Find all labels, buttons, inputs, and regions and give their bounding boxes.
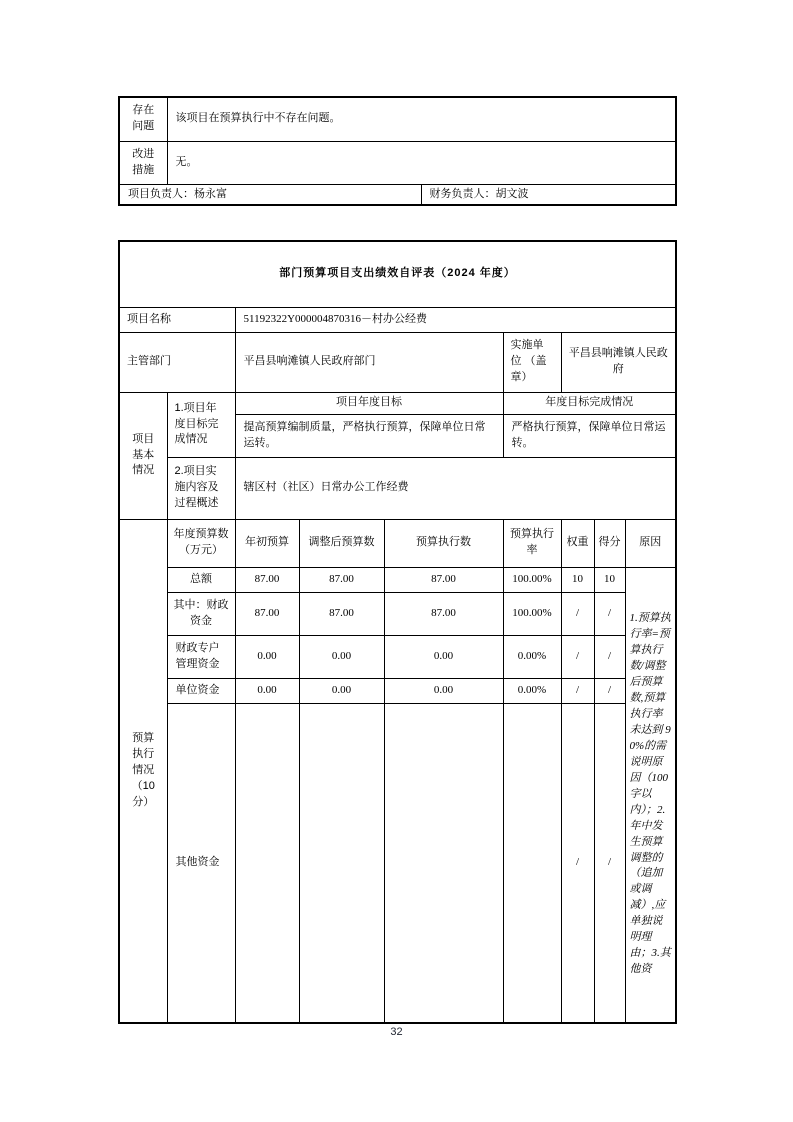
cell-weight: / <box>561 635 594 678</box>
page-number: 32 <box>390 1026 403 1038</box>
table-row <box>119 457 676 519</box>
cell-executed: 87.00 <box>384 567 503 592</box>
dept-label: 主管部门 <box>119 332 235 392</box>
goal-done-header: 年度目标完成情况 <box>503 392 676 414</box>
row-label: 总额 <box>167 567 235 592</box>
cell-initial <box>235 703 299 1023</box>
budget-header-row <box>119 519 676 567</box>
impl-section-label: 2.项目实施内容及过程概述 <box>167 457 235 519</box>
impl-text: 辖区村（社区）日常办公工作经费 <box>235 457 676 519</box>
title-row <box>119 241 676 307</box>
dept-value: 平昌县响滩镇人民政府部门 <box>235 332 503 392</box>
cell-initial: 87.00 <box>235 592 299 635</box>
table-row <box>119 141 676 184</box>
header-score: 得分 <box>594 519 625 567</box>
budget-row-fiscal-funds <box>119 592 676 635</box>
budget-row-other-funds <box>119 703 676 1023</box>
self-evaluation-table <box>118 240 677 1024</box>
cell-score: / <box>594 635 625 678</box>
project-name-label: 项目名称 <box>119 307 235 332</box>
cell-adjusted: 0.00 <box>299 678 384 703</box>
row-label: 单位资金 <box>167 678 235 703</box>
goal-done-text: 严格执行预算，保障单位日常运转。 <box>503 414 676 457</box>
problem-label: 存在问题 <box>119 97 167 141</box>
header-execution-rate: 预算执行率 <box>503 519 561 567</box>
header-weight: 权重 <box>561 519 594 567</box>
table-title: 部门预算项目支出绩效自评表（2024 年度） <box>119 241 676 307</box>
goal-section-label: 1.项目年度目标完成情况 <box>167 392 235 457</box>
cell-executed <box>384 703 503 1023</box>
cell-weight: / <box>561 678 594 703</box>
cell-rate: 100.00% <box>503 592 561 635</box>
cell-executed: 87.00 <box>384 592 503 635</box>
problems-table <box>118 96 677 206</box>
budget-row-total <box>119 567 676 592</box>
row-label: 其他资金 <box>167 703 235 1023</box>
reason-note: 1.预算执行率=预算执行数/调整后预算数,预算执行率未达到 90%的需说明原因（100 字以内）；2.年中发生预算调整的（追加或调减）,应单独说明理由；3.其他资 <box>625 567 676 1023</box>
cell-initial: 0.00 <box>235 635 299 678</box>
budget-row-unit-funds <box>119 678 676 703</box>
improve-label: 改进措施 <box>119 141 167 184</box>
cell-adjusted: 0.00 <box>299 635 384 678</box>
table-row <box>119 307 676 332</box>
cell-weight: / <box>561 592 594 635</box>
cell-adjusted: 87.00 <box>299 567 384 592</box>
cell-weight: / <box>561 703 594 1023</box>
table-row <box>119 184 676 205</box>
cell-adjusted <box>299 703 384 1023</box>
header-initial-budget: 年初预算 <box>235 519 299 567</box>
cell-rate: 0.00% <box>503 678 561 703</box>
finance-manager: 财务负责人：胡文波 <box>421 184 676 205</box>
row-label: 其中：财政资金 <box>167 592 235 635</box>
impl-unit-label: 实施单位 （盖章） <box>503 332 561 392</box>
project-name-value: 51192322Y000004870316－村办公经费 <box>235 307 676 332</box>
cell-rate: 100.00% <box>503 567 561 592</box>
cell-score: / <box>594 592 625 635</box>
budget-section-label: 预算执行情况（10分） <box>119 519 167 1023</box>
cell-executed: 0.00 <box>384 635 503 678</box>
header-reason: 原因 <box>625 519 676 567</box>
cell-score: 10 <box>594 567 625 592</box>
basic-info-section-label: 项目基本情况 <box>119 392 167 519</box>
cell-executed: 0.00 <box>384 678 503 703</box>
cell-weight: 10 <box>561 567 594 592</box>
cell-initial: 0.00 <box>235 678 299 703</box>
cell-rate <box>503 703 561 1023</box>
cell-score: / <box>594 703 625 1023</box>
table-row <box>119 97 676 141</box>
cell-adjusted: 87.00 <box>299 592 384 635</box>
header-adjusted-budget: 调整后预算数 <box>299 519 384 567</box>
problem-value: 该项目在预算执行中不存在问题。 <box>167 97 676 141</box>
impl-unit-value: 平昌县响滩镇人民政府 <box>561 332 676 392</box>
goal-header: 项目年度目标 <box>235 392 503 414</box>
improve-value: 无。 <box>167 141 676 184</box>
header-executed-budget: 预算执行数 <box>384 519 503 567</box>
cell-rate: 0.00% <box>503 635 561 678</box>
project-manager: 项目负责人：杨永富 <box>119 184 421 205</box>
row-label: 财政专户管理资金 <box>167 635 235 678</box>
table-row <box>119 332 676 392</box>
cell-initial: 87.00 <box>235 567 299 592</box>
table-row <box>119 392 676 414</box>
budget-row-special-account <box>119 635 676 678</box>
goal-text: 提高预算编制质量，严格执行预算，保障单位日常运转。 <box>235 414 503 457</box>
cell-score: / <box>594 678 625 703</box>
header-annual-budget: 年度预算数（万元） <box>167 519 235 567</box>
